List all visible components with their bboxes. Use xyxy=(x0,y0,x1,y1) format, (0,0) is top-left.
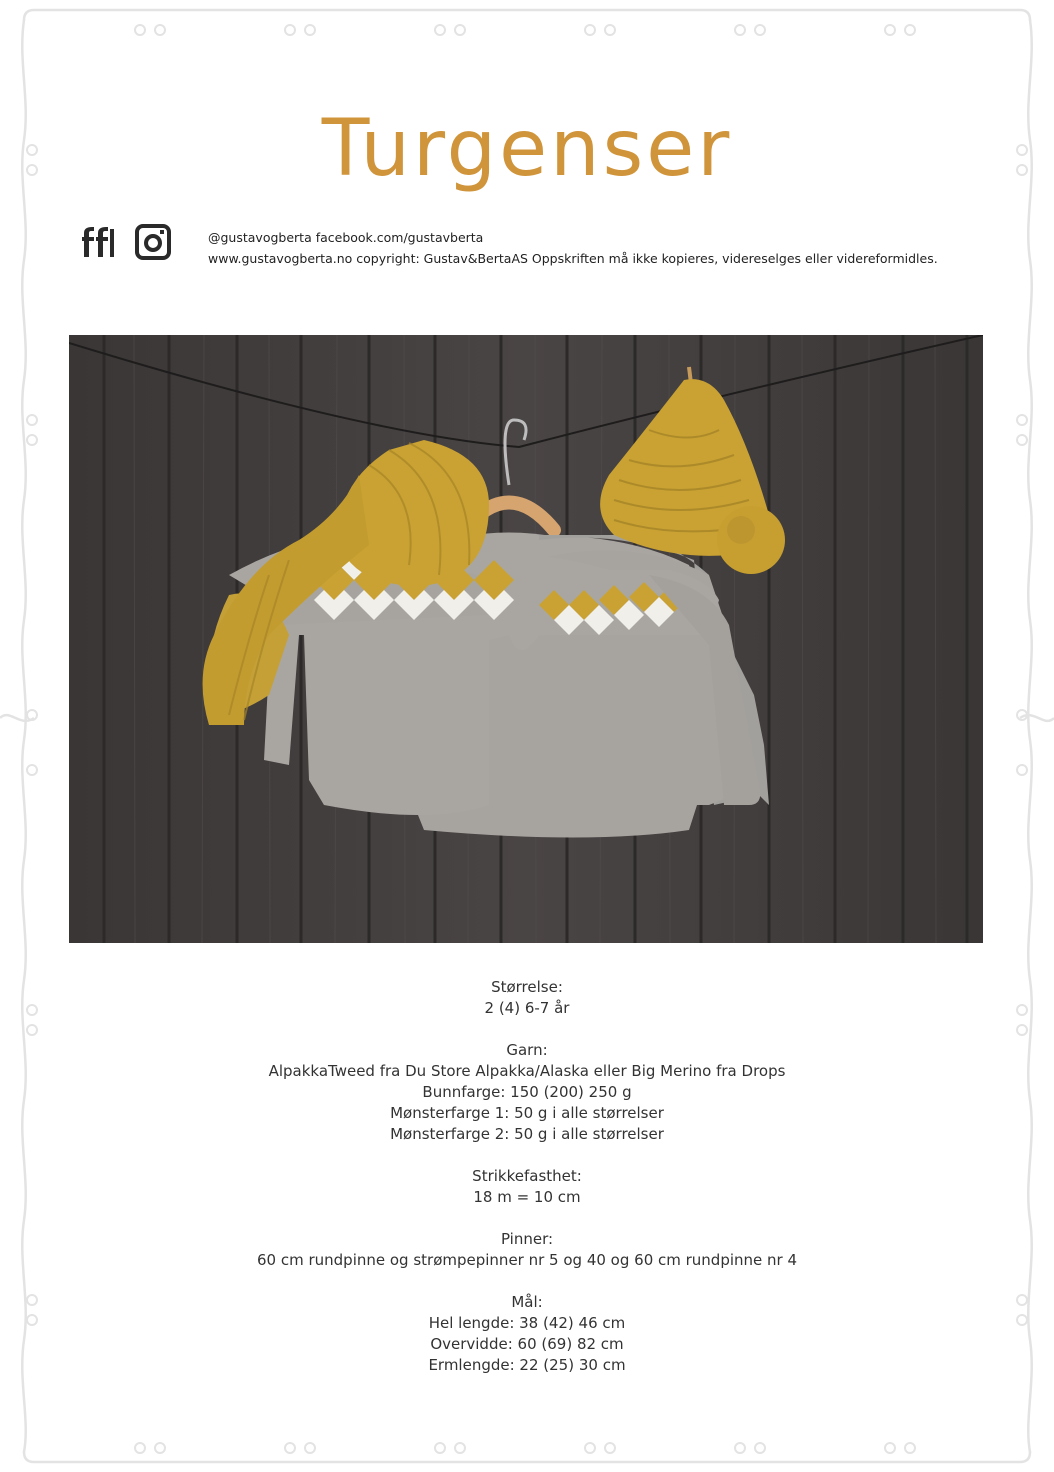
details-section-gauge xyxy=(0,1166,1054,1208)
page-title: Turgenser xyxy=(321,104,733,194)
measurement-width: Overvidde: 60 (69) 82 cm xyxy=(430,1335,624,1353)
details-section-yarn xyxy=(0,1040,1054,1145)
credits xyxy=(208,227,938,269)
copyright-notice: www.gustavogberta.no copyright: Gustav&BertaAS Oppskriften må ikke kopieres, videreselges eller videreformidles. xyxy=(208,251,938,266)
needles-heading: Pinner: xyxy=(500,1230,554,1248)
yarn-heading: Garn: xyxy=(506,1041,548,1059)
hero-photo xyxy=(69,335,983,943)
gauge-value: 18 m = 10 cm xyxy=(473,1188,581,1206)
needles-value: 60 cm rundpinne og strømpepinner nr 5 og 40 og 60 cm rundpinne nr 4 xyxy=(256,1251,798,1269)
details-section-measurements xyxy=(0,1292,1054,1376)
pattern-details xyxy=(0,977,1054,1397)
size-heading: Størrelse: xyxy=(491,978,563,996)
social-icons xyxy=(80,223,172,261)
instagram-icon[interactable] xyxy=(134,223,172,261)
yarn-type: AlpakkaTweed fra Du Store Alpakka/Alaska eller Big Merino fra Drops xyxy=(268,1062,786,1080)
knitwear-photo-illustration xyxy=(69,335,983,943)
size-value: 2 (4) 6-7 år xyxy=(484,999,570,1017)
yarn-base-color: Bunnfarge: 150 (200) 250 g xyxy=(422,1083,632,1101)
yarn-pattern-color-1: Mønsterfarge 1: 50 g i alle størrelser xyxy=(390,1104,664,1122)
details-section-needles xyxy=(0,1229,1054,1271)
measurements-heading: Mål: xyxy=(511,1293,543,1311)
measurement-sleeve: Ermlengde: 22 (25) 30 cm xyxy=(428,1356,626,1374)
yarn-pattern-color-2: Mønsterfarge 2: 50 g i alle størrelser xyxy=(390,1125,664,1143)
measurement-length: Hel lengde: 38 (42) 46 cm xyxy=(428,1314,626,1332)
details-section-size xyxy=(0,977,1054,1019)
facebook-icon[interactable] xyxy=(80,223,118,261)
social-handles: @gustavogberta facebook.com/gustavberta xyxy=(208,230,484,245)
gauge-heading: Strikkefasthet: xyxy=(472,1167,582,1185)
